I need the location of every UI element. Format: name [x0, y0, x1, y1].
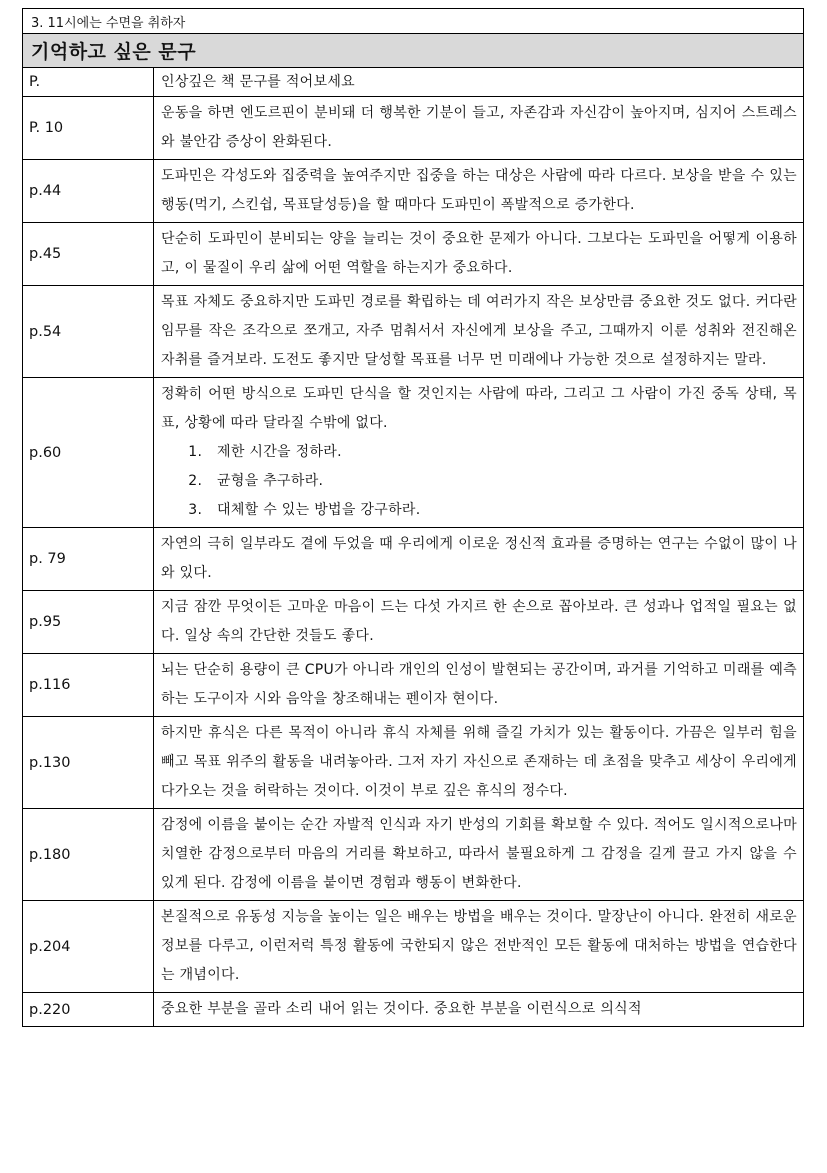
column-header-text: 인상깊은 책 문구를 적어보세요 — [154, 68, 804, 97]
quote-cell — [154, 378, 804, 528]
section-title: 3. 11시에는 수면을 취하자 — [23, 9, 804, 34]
table-header: 기억하고 싶은 문구 — [23, 34, 804, 68]
list-item: 2. 균형을 추구하라. — [207, 467, 797, 496]
quote-text: 도파민은 각성도와 집중력을 높여주지만 집중을 하는 대상은 사람에 따라 다르다. 보상을 받을 수 있는 행동(먹기, 스킨쉽, 목표달성등)을 할 때마다 도파민이 폭발적으로 증가한다. — [154, 160, 804, 223]
page-number: p. 79 — [23, 528, 154, 591]
page-number: p.95 — [23, 591, 154, 654]
table-row — [23, 993, 804, 1027]
table-row — [23, 717, 804, 809]
page-number: P. 10 — [23, 97, 154, 160]
table-row — [23, 591, 804, 654]
table-row — [23, 528, 804, 591]
table-row — [23, 223, 804, 286]
page-number: p.54 — [23, 286, 154, 378]
quote-text: 정확히 어떤 방식으로 도파민 단식을 할 것인지는 사람에 따라, 그리고 그 사람이 가진 중독 상태, 목표, 상황에 따라 달라질 수밖에 없다. — [161, 386, 797, 431]
quote-text: 하지만 휴식은 다른 목적이 아니라 휴식 자체를 위해 즐길 가치가 있는 활동이다. 가끔은 일부러 힘을 빼고 목표 위주의 활동을 내려놓아라. 그저 자기 자신으로 존재하는 데 초점을 맞추고 세상이 우리에게 다가오는 것을 허락하는 것이다. 이것이 부로 깊은 휴식의 정수다. — [154, 717, 804, 809]
page-number: p.44 — [23, 160, 154, 223]
table-row — [23, 286, 804, 378]
table-row — [23, 809, 804, 901]
quote-text: 본질적으로 유동성 지능을 높이는 일은 배우는 방법을 배우는 것이다. 말장난이 아니다. 완전히 새로운 정보를 다루고, 이런저럭 특정 활동에 국한되지 않은 전반적인 모든 활동에 대처하는 방법을 연습한다는 개념이다. — [154, 901, 804, 993]
quote-text: 단순히 도파민이 분비되는 양을 늘리는 것이 중요한 문제가 아니다. 그보다는 도파민을 어떻게 이용하고, 이 물질이 우리 삶에 어떤 역할을 하는지가 중요하다. — [154, 223, 804, 286]
quote-text: 자연의 극히 일부라도 곁에 두었을 때 우리에게 이로운 정신적 효과를 증명하는 연구는 수없이 많이 나와 있다. — [154, 528, 804, 591]
quote-text: 감정에 이름을 붙이는 순간 자발적 인식과 자기 반성의 기회를 확보할 수 있다. 적어도 일시적으로나마 치열한 감정으로부터 마음의 거리를 확보하고, 따라서 불필요하게 그 감정을 길게 끌고 가지 않을 수 있게 된다. 감정에 이름을 붙이면 경험과 행동이 변화한다. — [154, 809, 804, 901]
page-number: p.204 — [23, 901, 154, 993]
quote-text: 운동을 하면 엔도르핀이 분비돼 더 행복한 기분이 들고, 자존감과 자신감이 높아지며, 심지어 스트레스와 불안감 증상이 완화된다. — [154, 97, 804, 160]
quote-text: 뇌는 단순히 용량이 큰 CPU가 아니라 개인의 인성이 발현되는 공간이며, 과거를 기억하고 미래를 예측하는 도구이자 시와 음악을 창조해내는 펜이자 현이다. — [154, 654, 804, 717]
steps-list — [161, 438, 797, 525]
page-number: p.116 — [23, 654, 154, 717]
column-header-row — [23, 68, 804, 97]
page-number: p.220 — [23, 993, 154, 1027]
page-number: p.180 — [23, 809, 154, 901]
page-number: p.60 — [23, 378, 154, 528]
list-item: 1. 제한 시간을 정하라. — [207, 438, 797, 467]
table-row — [23, 378, 804, 528]
column-header-page: P. — [23, 68, 154, 97]
quote-text: 지금 잠깐 무엇이든 고마운 마음이 드는 다섯 가지르 한 손으로 꼽아보라. 큰 성과나 업적일 필요는 없다. 일상 속의 간단한 것들도 좋다. — [154, 591, 804, 654]
table-row — [23, 901, 804, 993]
table-row — [23, 97, 804, 160]
table-row — [23, 654, 804, 717]
quote-text: 중요한 부분을 골라 소리 내어 읽는 것이다. 중요한 부분을 이런식으로 의식적 — [154, 993, 804, 1027]
page-number: p.45 — [23, 223, 154, 286]
page-number: p.130 — [23, 717, 154, 809]
table-row — [23, 160, 804, 223]
quotes-table — [22, 8, 804, 1027]
list-item: 3. 대체할 수 있는 방법을 강구하라. — [207, 496, 797, 525]
quote-text: 목표 자체도 중요하지만 도파민 경로를 확립하는 데 여러가지 작은 보상만큼 중요한 것도 없다. 커다란 임무를 작은 조각으로 쪼개고, 자주 멈춰서서 자신에게 보상을 주고, 그때까지 이룬 성취와 전진해온 자취를 즐겨보라. 도전도 좋지만 달성할 목표를 너무 먼 미래에나 가능한 것으로 설정하지는 말라. — [154, 286, 804, 378]
